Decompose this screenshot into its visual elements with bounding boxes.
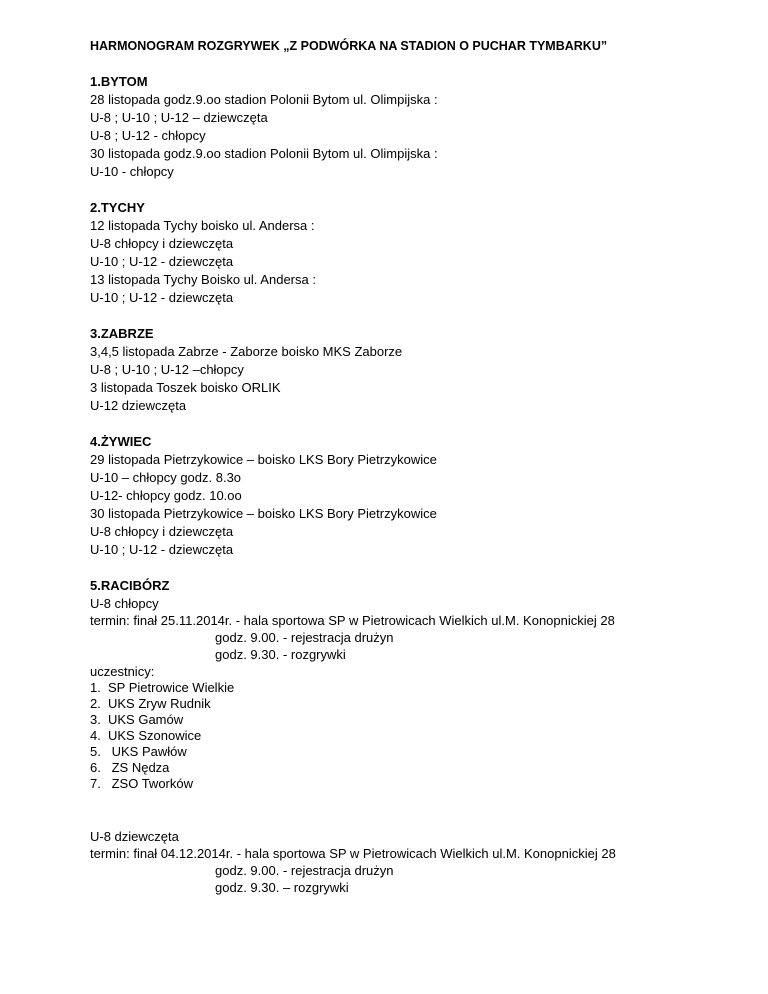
- schedule-line: U-12 dziewczęta: [90, 398, 187, 413]
- city-section: [90, 73, 730, 181]
- list-item: [90, 744, 730, 760]
- city-sections: [90, 73, 730, 559]
- list-number: 2.: [90, 696, 101, 711]
- section-heading: 4.ŻYWIEC: [90, 434, 152, 449]
- schedule-line: 3 listopada Toszek boisko ORLIK: [90, 380, 281, 395]
- schedule-line: U-12- chłopcy godz. 10.oo: [90, 488, 242, 503]
- document-page: [90, 37, 730, 914]
- participants-list: [90, 680, 730, 792]
- list-number: 6.: [90, 760, 101, 775]
- termin-line-girls: termin: finał 04.12.2014r. - hala sportowa SP w Pietrowicach Wielkich ul.M. Konopnickiej 28: [90, 846, 616, 861]
- list-item: [90, 680, 730, 696]
- schedule-line: U-10 ; U-12 - dziewczęta: [90, 542, 234, 557]
- schedule-line: U-10 ; U-12 - dziewczęta: [90, 290, 234, 305]
- schedule-line: U-8 chłopcy i dziewczęta: [90, 524, 234, 539]
- list-number: 5.: [90, 744, 101, 759]
- section-heading: 3.ZABRZE: [90, 326, 154, 341]
- participant-name: UKS Szonowice: [108, 728, 202, 743]
- list-item: [90, 760, 730, 776]
- section-raciborz: [90, 577, 730, 896]
- city-section: [90, 199, 730, 307]
- termin-line-boys: termin: finał 25.11.2014r. - hala sportowa SP w Pietrowicach Wielkich ul.M. Konopnickiej 28: [90, 613, 615, 628]
- list-number: 3.: [90, 712, 101, 727]
- time-line: godz. 9.30. - rozgrywki: [215, 647, 346, 662]
- document-title: HARMONOGRAM ROZGRYWEK „Z PODWÓRKA NA STADION O PUCHAR TYMBARKU”: [90, 39, 608, 53]
- schedule-line: U-10 – chłopcy godz. 8.3o: [90, 470, 242, 485]
- schedule-line: 30 listopada godz.9.oo stadion Polonii Bytom ul. Olimpijska :: [90, 146, 438, 161]
- participant-name: UKS Gamów: [108, 712, 184, 727]
- schedule-line: 12 listopada Tychy boisko ul. Andersa :: [90, 218, 315, 233]
- group-label-girls: U-8 dziewczęta: [90, 829, 179, 844]
- schedule-line: U-10 ; U-12 - dziewczęta: [90, 254, 234, 269]
- participant-name: SP Pietrowice Wielkie: [108, 680, 235, 695]
- participant-name: ZS Nędza: [108, 760, 170, 775]
- time-line: godz. 9.30. – rozgrywki: [215, 880, 349, 895]
- city-section: [90, 325, 730, 415]
- schedule-line: U-8 chłopcy i dziewczęta: [90, 236, 234, 251]
- participant-name: ZSO Tworków: [108, 776, 194, 791]
- list-item: [90, 696, 730, 712]
- schedule-line: 29 listopada Pietrzykowice – boisko LKS Bory Pietrzykowice: [90, 452, 437, 467]
- list-item: [90, 712, 730, 728]
- participant-name: UKS Pawłów: [108, 744, 187, 759]
- list-item: [90, 728, 730, 744]
- schedule-line: 13 listopada Tychy Boisko ul. Andersa :: [90, 272, 316, 287]
- list-number: 4.: [90, 728, 101, 743]
- schedule-line: U-8 ; U-12 - chłopcy: [90, 128, 206, 143]
- city-section: [90, 433, 730, 559]
- schedule-line: 30 listopada Pietrzykowice – boisko LKS Bory Pietrzykowice: [90, 506, 437, 521]
- section-heading: 5.RACIBÓRZ: [90, 578, 170, 593]
- schedule-line: 3,4,5 listopada Zabrze - Zaborze boisko MKS Zaborze: [90, 344, 403, 359]
- participants-label: uczestnicy:: [90, 664, 155, 679]
- schedule-line: 28 listopada godz.9.oo stadion Polonii Bytom ul. Olimpijska :: [90, 92, 438, 107]
- schedule-line: U-8 ; U-10 ; U-12 –chłopcy: [90, 362, 244, 377]
- schedule-line: U-10 - chłopcy: [90, 164, 174, 179]
- schedule-line: U-8 ; U-10 ; U-12 – dziewczęta: [90, 110, 268, 125]
- section-heading: 2.TYCHY: [90, 200, 145, 215]
- time-line: godz. 9.00. - rejestracja drużyn: [215, 863, 394, 878]
- section-heading: 1.BYTOM: [90, 74, 148, 89]
- participant-name: UKS Zryw Rudnik: [108, 696, 211, 711]
- group-label-boys: U-8 chłopcy: [90, 596, 159, 611]
- list-item: [90, 776, 730, 792]
- time-line: godz. 9.00. - rejestracja drużyn: [215, 630, 394, 645]
- list-number: 7.: [90, 776, 101, 791]
- list-number: 1.: [90, 680, 101, 695]
